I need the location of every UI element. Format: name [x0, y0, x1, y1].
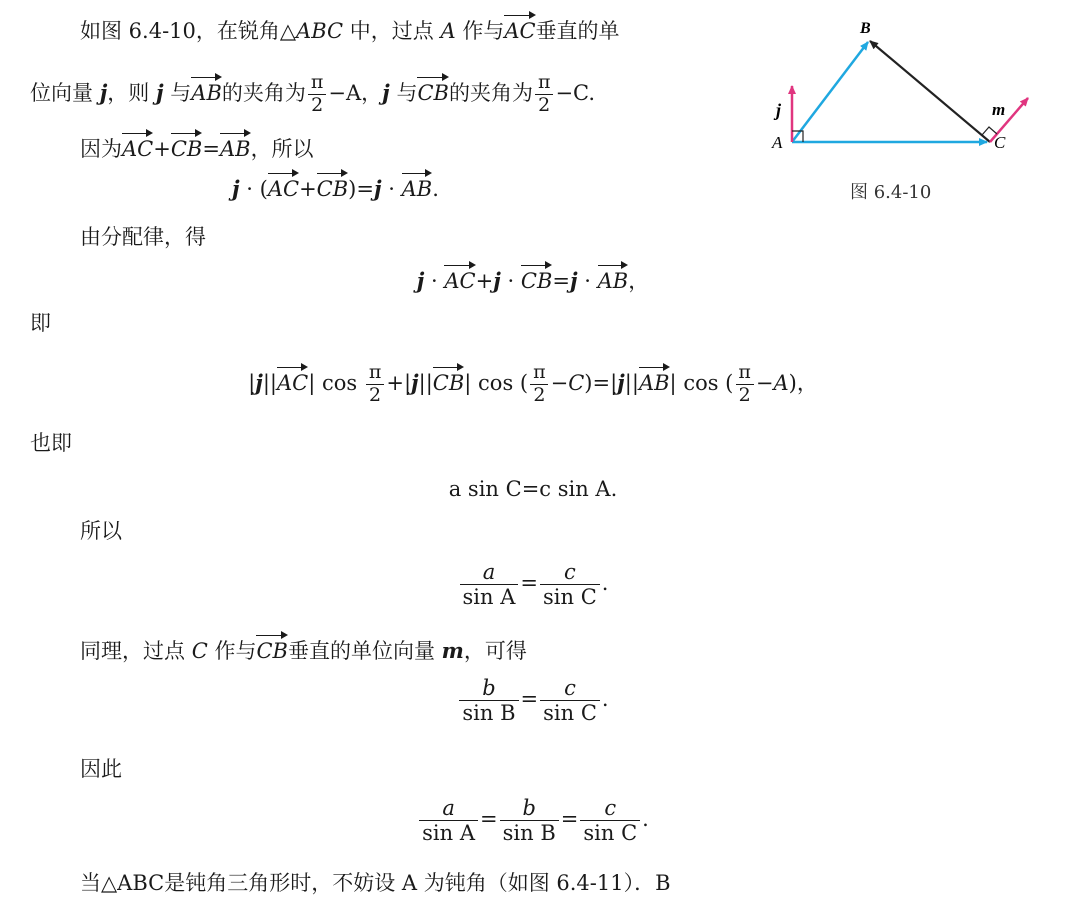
vector-AB: AB — [402, 172, 433, 204]
text: cos — [478, 370, 514, 395]
vector-AB-arrow — [792, 42, 868, 142]
text: 与 — [163, 80, 192, 105]
vector-m: m — [441, 638, 464, 663]
text: 同理，过点 — [80, 639, 192, 663]
vector-CB: CB — [256, 634, 288, 666]
text: 的夹角为 — [221, 80, 306, 105]
fraction-c-over-sinC: $\frac{c}{\text{sin C}}$ — [540, 676, 600, 725]
vector-AC: AC — [268, 172, 299, 204]
paragraph-line-15: 因此 — [80, 757, 122, 781]
vector-AB: AB — [639, 366, 670, 398]
paragraph-line-2 — [30, 72, 595, 117]
vector-AB: AB — [220, 132, 251, 164]
text: ，则 — [107, 80, 156, 105]
paragraph-line-17-cutoff: 当△ABC是钝角三角形时，不妨设 A 为钝角（如图 6.4-11）．B — [80, 871, 671, 895]
vector-CB-arrow — [870, 41, 990, 142]
fraction-pi-over-2: $\frac{\pi}{2}$ — [535, 72, 554, 117]
text: 如图 6.4-10，在锐角△ — [80, 19, 297, 43]
figure-caption: 图 6.4-10 — [850, 182, 932, 203]
paragraph-line-9: 也即 — [30, 431, 72, 455]
equation-line-12: $\frac{a}{\text{sin A}}$ = $\frac{c}{\text{sin C}}$ . — [0, 560, 1066, 609]
equation-line-6 — [0, 264, 1066, 296]
text: = — [552, 269, 570, 293]
label-A: A — [772, 133, 783, 152]
text: 垂直的单 — [535, 19, 620, 43]
text: · — [424, 269, 445, 293]
text: · — [500, 269, 521, 293]
text: 垂直的单位向量 — [287, 639, 442, 663]
text: cos — [321, 370, 358, 395]
text: = — [202, 137, 220, 161]
equation-line-14: $\frac{b}{\text{sin B}}$ = $\frac{c}{\text{sin C}}$ . — [0, 676, 1066, 725]
paragraph-line-1 — [80, 14, 620, 46]
vector-CB: CB — [521, 264, 553, 296]
text: −C. — [555, 80, 596, 105]
text: 位向量 — [30, 80, 100, 105]
text: · ( — [239, 177, 268, 201]
vector-j: j — [493, 268, 501, 293]
text: ，所以 — [250, 137, 314, 161]
fraction-pi-over-2: $\frac{\pi}{2}$ — [735, 362, 754, 407]
text: + — [153, 137, 171, 161]
vector-CB: CB — [171, 132, 203, 164]
text: A — [440, 19, 456, 43]
fraction-b-over-sinB: $\frac{b}{\text{sin B}}$ — [459, 676, 518, 725]
text: cos — [683, 370, 719, 395]
fraction-pi-over-2: $\frac{\pi}{2}$ — [366, 362, 385, 407]
vector-AB: AB — [191, 76, 222, 108]
triangle-figure — [760, 10, 1050, 175]
vector-AC: AC — [122, 132, 153, 164]
vector-j: j — [155, 79, 164, 105]
text: 与 — [389, 80, 418, 105]
vector-AC: AC — [504, 14, 535, 46]
text: ，可得 — [463, 639, 527, 663]
text: 作与 — [207, 639, 257, 663]
fraction-c-over-sinC: $\frac{c}{\text{sin C}}$ — [540, 560, 600, 609]
vector-AC: AC — [277, 366, 308, 398]
text: + — [299, 177, 317, 201]
text: . — [432, 177, 439, 201]
vector-j: j — [232, 176, 240, 201]
paragraph-line-5: 由分配律，得 — [80, 225, 206, 249]
text: 作与 — [455, 19, 505, 43]
equation-line-10: a sin C=c sin A. — [448, 477, 618, 501]
text: C — [191, 639, 208, 663]
vector-AB: AB — [598, 264, 629, 296]
vector-j: j — [411, 369, 419, 395]
vector-j: j — [382, 79, 390, 105]
equation-line-8: |j||AC| cos $\frac{\pi}{2}$ +|j||CB| cos ( $\frac{\pi}{2}$ −C)=|j||AB| cos ( $\frac{\pi}{2}$ −A)， — [248, 361, 818, 406]
equation-line-16: $\frac{a}{\text{sin A}}$ = $\frac{b}{\text{sin B}}$ = $\frac{c}{\text{sin C}}$ . — [0, 796, 1066, 845]
label-B: B — [860, 20, 871, 37]
fraction-pi-over-2: $\frac{\pi}{2}$ — [530, 362, 549, 407]
paragraph-line-7: 即 — [30, 311, 51, 335]
paragraph-line-13 — [80, 634, 527, 666]
vector-AC: AC — [444, 264, 475, 296]
vector-j: j — [99, 79, 108, 105]
label-j: j — [776, 100, 782, 120]
fraction-pi-over-2: $\frac{\pi}{2}$ — [308, 72, 327, 117]
vector-j: j — [617, 369, 625, 395]
vector-j: j — [373, 176, 382, 201]
text: 中，过点 — [343, 19, 441, 43]
paragraph-line-11: 所以 — [80, 519, 122, 543]
text: 因为 — [80, 137, 122, 161]
paragraph-line-3 — [80, 132, 314, 164]
label-m: m — [992, 100, 1006, 119]
fraction-b-over-sinB: $\frac{b}{\text{sin B}}$ — [500, 796, 559, 845]
text: · — [381, 177, 402, 201]
vector-j: j — [569, 268, 578, 293]
vector-CB: CB — [317, 172, 349, 204]
text: + — [475, 269, 494, 293]
text: ABC — [296, 19, 344, 43]
vector-CB: CB — [433, 366, 465, 398]
text: 的夹角为 — [448, 80, 533, 105]
fraction-a-over-sinA: $\frac{a}{\text{sin A}}$ — [460, 560, 519, 609]
vector-CB: CB — [417, 76, 449, 108]
fraction-a-over-sinA: $\frac{a}{\text{sin A}}$ — [419, 796, 478, 845]
text: )= — [348, 177, 374, 201]
text: −A， — [328, 80, 383, 105]
vector-j: j — [416, 268, 425, 293]
vector-j: j — [255, 369, 263, 395]
fraction-c-over-sinC: $\frac{c}{\text{sin C}}$ — [580, 796, 640, 845]
equation-line-4 — [232, 172, 439, 204]
text: ， — [628, 269, 650, 293]
text: · — [577, 269, 598, 293]
label-C: C — [994, 133, 1006, 152]
